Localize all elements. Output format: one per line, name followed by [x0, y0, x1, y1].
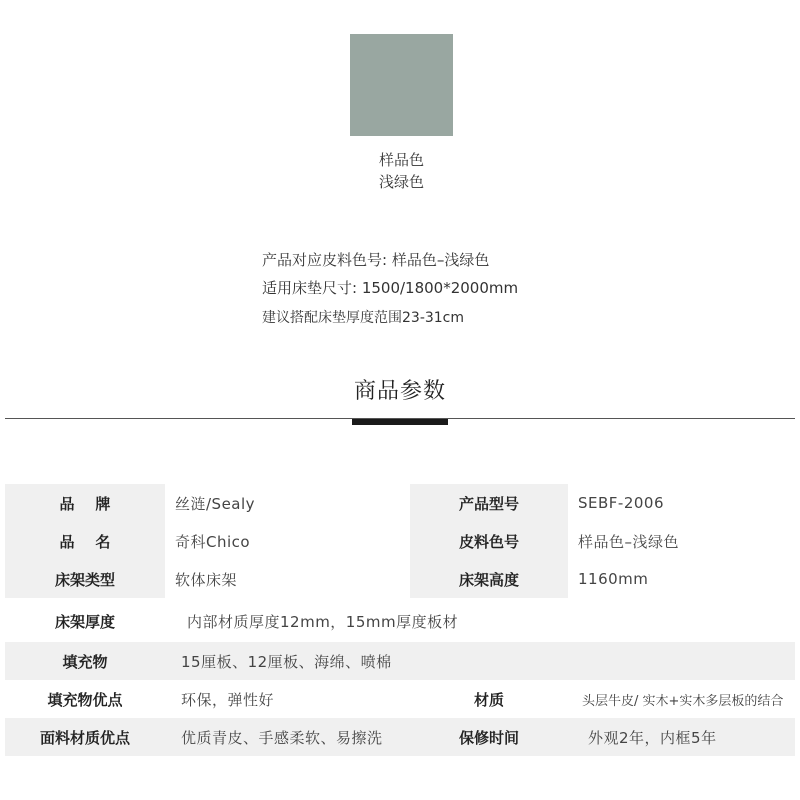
- material-value: 头层牛皮/ 实木+实木多层板的结合: [582, 693, 784, 709]
- frame-type-label: 床架类型: [5, 560, 165, 598]
- params-table: [5, 484, 795, 756]
- leather-color-label: 皮料色号: [410, 522, 568, 560]
- fabric-advantage-value: 优质青皮、手感柔软、易擦洗: [181, 728, 383, 747]
- model-value: SEBF-2006: [578, 494, 665, 512]
- leather-color-info: 产品对应皮料色号: 样品色–浅绿色: [262, 251, 490, 269]
- section-title: 商品参数: [353, 379, 446, 404]
- frame-thickness-value: 内部材质厚度12mm，15mm厚度板材: [187, 612, 459, 631]
- table-row-filling: [5, 642, 795, 680]
- filling-advantage-value: 环保，弹性好: [181, 690, 275, 709]
- mattress-thickness-info: 建议搭配床垫厚度范围23-31cm: [262, 310, 465, 326]
- frame-thickness-label: 床架厚度: [5, 600, 165, 642]
- table-row-brand: [5, 484, 795, 522]
- model-label: 产品型号: [410, 484, 568, 522]
- filling-label: 填充物: [62, 652, 108, 671]
- table-row-frame: [5, 560, 795, 598]
- fabric-advantage-label: 面料材质优点: [39, 728, 130, 747]
- frame-height-label: 床架高度: [410, 560, 568, 598]
- brand-label: 品 牌: [5, 484, 165, 522]
- swatch-label-line2: 浅绿色: [378, 173, 424, 191]
- color-swatch: [350, 34, 453, 136]
- table-row-filling-advantage: [5, 680, 795, 718]
- brand-value: 丝涟/Sealy: [175, 494, 256, 513]
- warranty-value: 外观2年，内框5年: [588, 728, 717, 747]
- name-label: 品 名: [5, 522, 165, 560]
- filling-advantage-label: 填充物优点: [5, 680, 165, 718]
- mattress-size-info: 适用床垫尺寸: 1500/1800*2000mm: [262, 279, 519, 297]
- frame-type-value: 软体床架: [175, 570, 238, 589]
- table-row-thickness: [5, 600, 795, 642]
- section-divider-accent: [352, 419, 448, 425]
- filling-value: 15厘板、12厘板、海绵、喷棉: [181, 652, 392, 671]
- swatch-label-line1: 样品色: [378, 151, 424, 169]
- material-label: 材质: [410, 680, 568, 718]
- warranty-label: 保修时间: [458, 728, 519, 747]
- table-row-fabric: [5, 718, 795, 756]
- frame-height-value: 1160mm: [578, 570, 649, 588]
- leather-color-value: 样品色–浅绿色: [578, 532, 680, 551]
- table-row-name: [5, 522, 795, 560]
- name-value: 奇科Chico: [175, 532, 251, 551]
